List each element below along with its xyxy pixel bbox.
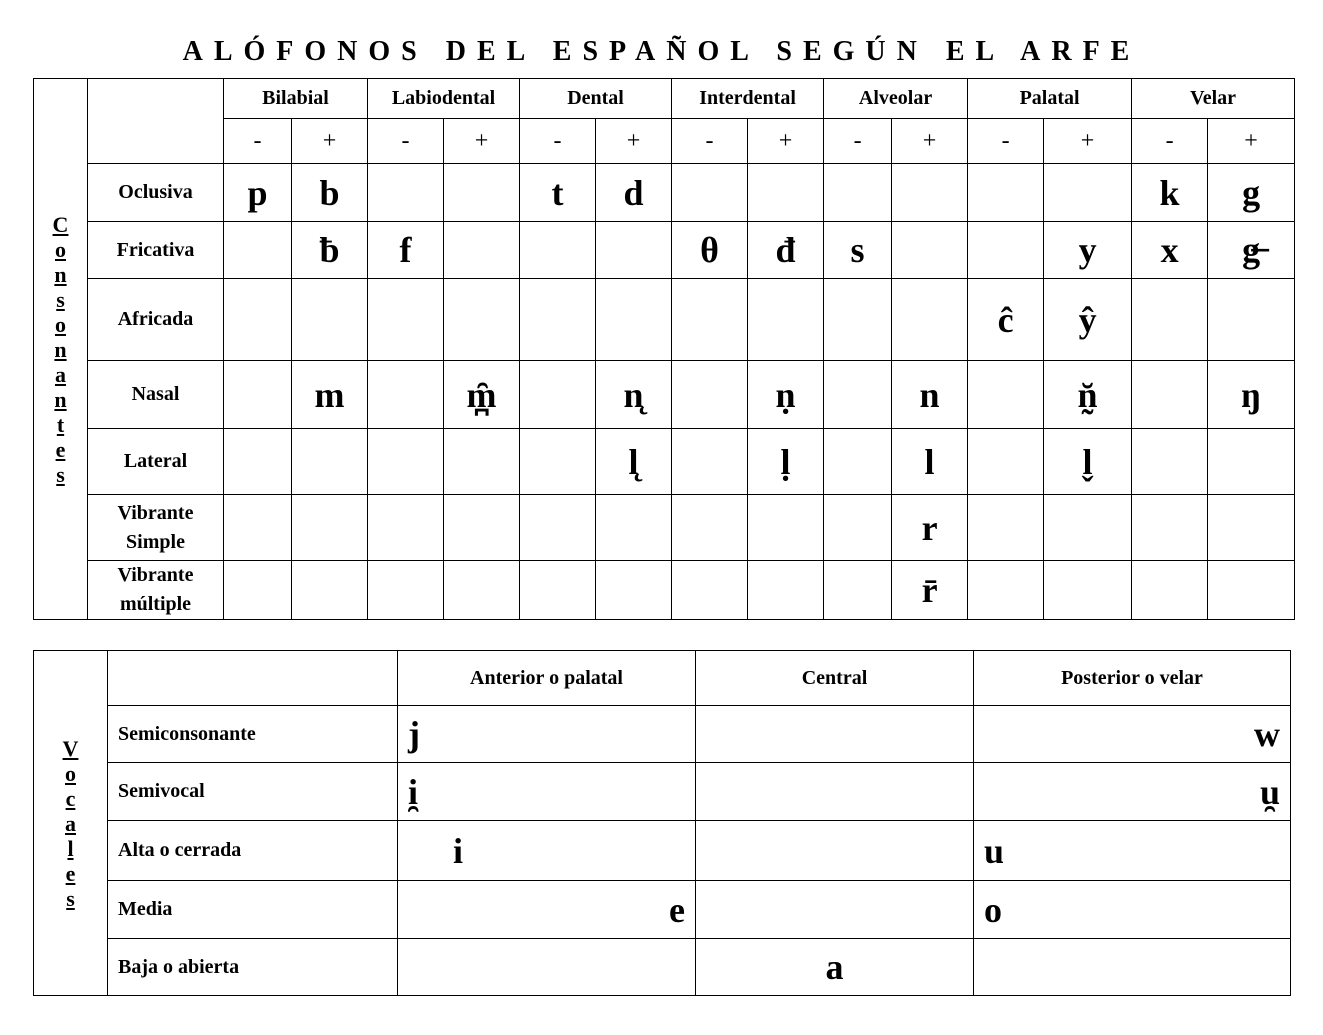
allophone-cell: b xyxy=(292,164,368,222)
allophone-cell xyxy=(672,429,748,495)
place-header: Interdental xyxy=(672,79,824,119)
allophone-cell xyxy=(824,561,892,620)
vowel-row xyxy=(34,763,1291,821)
allophone-cell xyxy=(968,429,1044,495)
consonant-row xyxy=(34,561,1295,620)
allophone-cell: n̰̆ xyxy=(1044,361,1132,429)
side-letter: t xyxy=(56,411,65,437)
allophone-cell xyxy=(596,561,672,620)
side-letter: e xyxy=(55,436,66,462)
corner-cell xyxy=(108,651,398,706)
voicing-header: + xyxy=(1208,119,1295,164)
consonants-table xyxy=(33,78,1295,620)
allophone-cell xyxy=(824,429,892,495)
allophone-cell xyxy=(748,495,824,561)
manner-label: Oclusiva xyxy=(88,164,224,222)
allophone-cell: x xyxy=(1132,222,1208,279)
manner-label: Africada xyxy=(88,279,224,361)
allophone-cell xyxy=(1132,561,1208,620)
allophone-cell xyxy=(1132,495,1208,561)
allophone-cell xyxy=(1132,361,1208,429)
allophone-cell xyxy=(1208,561,1295,620)
manner-label: Nasal xyxy=(88,361,224,429)
allophone-cell xyxy=(1044,561,1132,620)
allophone-cell xyxy=(824,279,892,361)
allophone-cell: t xyxy=(520,164,596,222)
vowel-cell: e xyxy=(398,881,696,939)
allophone-cell: d xyxy=(596,164,672,222)
consonant-row xyxy=(34,222,1295,279)
allophone-cell xyxy=(368,561,444,620)
allophone-cell xyxy=(368,279,444,361)
allophone-cell xyxy=(224,561,292,620)
allophone-cell xyxy=(520,561,596,620)
vowel-cell: i̯ xyxy=(398,763,696,821)
allophone-cell xyxy=(444,561,520,620)
voicing-header: + xyxy=(892,119,968,164)
allophone-cell: ṇ xyxy=(748,361,824,429)
allophone-cell: ŋ xyxy=(1208,361,1295,429)
allophone-cell xyxy=(1208,495,1295,561)
place-header: Dental xyxy=(520,79,672,119)
allophone-cell xyxy=(292,561,368,620)
consonant-row xyxy=(34,361,1295,429)
allophone-cell xyxy=(892,279,968,361)
voicing-header: + xyxy=(1044,119,1132,164)
corner-cell xyxy=(88,79,224,164)
allophone-cell xyxy=(444,495,520,561)
vowel-row-label: Semivocal xyxy=(108,763,398,821)
allophone-cell: p xyxy=(224,164,292,222)
manner-label: Vibrante múltiple xyxy=(88,561,224,620)
side-letter: o xyxy=(65,760,76,786)
vowel-cell xyxy=(696,881,974,939)
allophone-cell xyxy=(672,361,748,429)
vowel-row-label: Alta o cerrada xyxy=(108,821,398,881)
allophone-cell xyxy=(520,495,596,561)
allophone-cell: r xyxy=(892,495,968,561)
allophone-cell xyxy=(1044,495,1132,561)
allophone-cell xyxy=(368,164,444,222)
allophone-cell xyxy=(520,222,596,279)
side-letter: c xyxy=(65,785,76,811)
allophone-cell xyxy=(968,561,1044,620)
voicing-header: - xyxy=(1132,119,1208,164)
allophone-cell xyxy=(1044,164,1132,222)
manner-label: Lateral xyxy=(88,429,224,495)
place-header: Labiodental xyxy=(368,79,520,119)
consonant-row xyxy=(34,429,1295,495)
allophone-cell xyxy=(968,495,1044,561)
allophone-cell: đ xyxy=(748,222,824,279)
side-letter: l xyxy=(67,835,74,861)
allophone-cell xyxy=(1132,429,1208,495)
voicing-header: - xyxy=(368,119,444,164)
allophone-cell: f xyxy=(368,222,444,279)
allophone-cell xyxy=(672,164,748,222)
allophone-cell xyxy=(672,279,748,361)
manner-label: Fricativa xyxy=(88,222,224,279)
side-letter: s xyxy=(56,286,65,312)
allophone-cell: m̪̑ xyxy=(444,361,520,429)
voicing-header: - xyxy=(224,119,292,164)
vowel-cell: a xyxy=(696,939,974,996)
allophone-cell xyxy=(824,495,892,561)
vowel-column-header: Posterior o velar xyxy=(974,651,1291,706)
allophone-cell xyxy=(520,429,596,495)
voicing-header: + xyxy=(748,119,824,164)
side-letter: e xyxy=(65,860,76,886)
vowels-side-label xyxy=(34,651,108,996)
vowel-column-header: Central xyxy=(696,651,974,706)
place-header: Bilabial xyxy=(224,79,368,119)
vowels-table xyxy=(33,650,1291,996)
allophone-cell: l̬ xyxy=(1044,429,1132,495)
vowel-row-label: Semiconsonante xyxy=(108,706,398,763)
allophone-cell: s xyxy=(824,222,892,279)
allophone-cell xyxy=(292,495,368,561)
place-header: Alveolar xyxy=(824,79,968,119)
vowel-column-header: Anterior o palatal xyxy=(398,651,696,706)
allophone-cell: l xyxy=(892,429,968,495)
allophone-cell: ḷ xyxy=(748,429,824,495)
allophone-cell xyxy=(596,279,672,361)
allophone-cell xyxy=(224,429,292,495)
side-letter: n xyxy=(54,386,67,412)
voicing-header: + xyxy=(444,119,520,164)
vowel-cell xyxy=(696,763,974,821)
allophone-cell xyxy=(748,279,824,361)
allophone-cell xyxy=(596,495,672,561)
allophone-cell: y xyxy=(1044,222,1132,279)
consonant-row xyxy=(34,279,1295,361)
vowel-cell: u xyxy=(974,821,1291,881)
allophone-cell xyxy=(892,164,968,222)
vowel-cell xyxy=(696,821,974,881)
voicing-header: + xyxy=(596,119,672,164)
consonant-row xyxy=(34,495,1295,561)
allophone-cell xyxy=(368,495,444,561)
side-letter: C xyxy=(52,211,69,237)
voicing-header: - xyxy=(824,119,892,164)
allophone-cell xyxy=(748,164,824,222)
allophone-cell: r̄ xyxy=(892,561,968,620)
allophone-cell: n̨ xyxy=(596,361,672,429)
allophone-cell xyxy=(596,222,672,279)
allophone-cell xyxy=(368,429,444,495)
allophone-cell xyxy=(292,429,368,495)
place-header: Velar xyxy=(1132,79,1295,119)
voicing-header: - xyxy=(968,119,1044,164)
side-letter: a xyxy=(65,810,76,836)
vowel-cell: j xyxy=(398,706,696,763)
allophone-cell xyxy=(892,222,968,279)
vowel-row xyxy=(34,939,1291,996)
allophone-cell xyxy=(968,164,1044,222)
manner-label: Vibrante Simple xyxy=(88,495,224,561)
voicing-header: - xyxy=(672,119,748,164)
page-title: ALÓFONOS DEL ESPAÑOL SEGÚN EL ARFE xyxy=(182,36,1141,67)
vowel-cell: u̯ xyxy=(974,763,1291,821)
side-letter: a xyxy=(55,361,66,387)
allophone-cell xyxy=(444,222,520,279)
side-letter: s xyxy=(66,885,75,911)
side-letter: n xyxy=(54,336,67,362)
voicing-header: + xyxy=(292,119,368,164)
vowel-row xyxy=(34,706,1291,763)
allophone-cell xyxy=(520,279,596,361)
allophone-cell xyxy=(968,361,1044,429)
consonants-side-label xyxy=(34,79,88,620)
place-header: Palatal xyxy=(968,79,1132,119)
side-letter: n xyxy=(54,261,67,287)
allophone-cell: k xyxy=(1132,164,1208,222)
side-letter: s xyxy=(56,461,65,487)
allophone-cell: ŷ xyxy=(1044,279,1132,361)
voicing-header: - xyxy=(520,119,596,164)
vowel-cell: i xyxy=(398,821,696,881)
allophone-cell xyxy=(224,361,292,429)
allophone-cell xyxy=(1132,279,1208,361)
allophone-cell: ƀ xyxy=(292,222,368,279)
allophone-cell xyxy=(1208,429,1295,495)
consonant-row xyxy=(34,164,1295,222)
allophone-cell: l̨ xyxy=(596,429,672,495)
allophone-cell: ĉ xyxy=(968,279,1044,361)
side-letter: o xyxy=(55,311,66,337)
vowel-row-label: Media xyxy=(108,881,398,939)
allophone-cell xyxy=(824,361,892,429)
vowel-cell xyxy=(974,939,1291,996)
allophone-cell xyxy=(224,222,292,279)
allophone-cell xyxy=(292,279,368,361)
allophone-cell: m xyxy=(292,361,368,429)
vowel-row xyxy=(34,821,1291,881)
allophone-cell xyxy=(224,279,292,361)
allophone-cell xyxy=(1208,279,1295,361)
side-letter: V xyxy=(62,735,79,761)
allophone-cell xyxy=(444,279,520,361)
allophone-cell: n xyxy=(892,361,968,429)
allophone-cell xyxy=(824,164,892,222)
allophone-cell xyxy=(672,561,748,620)
allophone-cell xyxy=(224,495,292,561)
allophone-cell xyxy=(444,429,520,495)
allophone-cell: θ xyxy=(672,222,748,279)
allophone-cell xyxy=(368,361,444,429)
allophone-cell xyxy=(672,495,748,561)
allophone-cell: g xyxy=(1208,164,1295,222)
vowel-cell: w xyxy=(974,706,1291,763)
allophone-cell xyxy=(520,361,596,429)
vowel-cell: o xyxy=(974,881,1291,939)
vowel-row-label: Baja o abierta xyxy=(108,939,398,996)
side-letter: o xyxy=(55,236,66,262)
allophone-cell xyxy=(748,561,824,620)
vowel-cell xyxy=(696,706,974,763)
allophone-cell: g̶ xyxy=(1208,222,1295,279)
allophone-cell xyxy=(444,164,520,222)
vowel-row xyxy=(34,881,1291,939)
vowel-cell xyxy=(398,939,696,996)
allophone-cell xyxy=(968,222,1044,279)
